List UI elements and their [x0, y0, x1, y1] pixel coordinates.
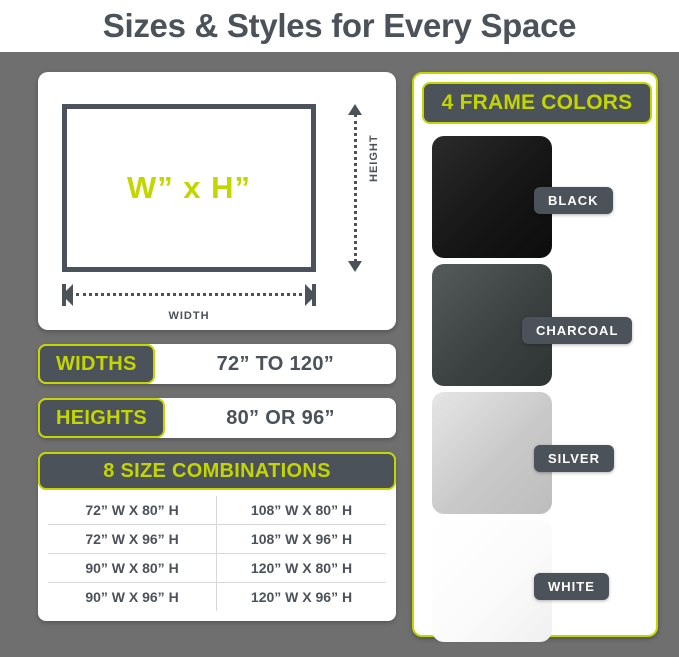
- combo-cell: 120” W X 96” H: [250, 589, 353, 605]
- dimension-label: W” x H”: [126, 170, 252, 205]
- size-diagram-card: [38, 72, 396, 330]
- combo-cell: 72” W X 80” H: [48, 496, 217, 525]
- color-label-black: BLACK: [534, 187, 613, 214]
- size-combinations-grid: [38, 490, 396, 611]
- width-axis-label: WIDTH: [168, 310, 210, 322]
- combo-cell: 72” W X 96” H: [48, 525, 217, 554]
- frame-colors-card: [412, 72, 658, 637]
- size-combinations-header: 8 SIZE COMBINATIONS: [38, 452, 396, 490]
- combo-cell: 120” W X 80” H: [217, 554, 386, 583]
- combo-cell: 108” W X 96” H: [217, 525, 386, 554]
- height-axis-label: HEIGHT: [368, 134, 380, 182]
- content-panel: [0, 52, 679, 657]
- color-label-white: WHITE: [534, 573, 609, 600]
- size-combinations-card: [38, 452, 396, 621]
- spec-row-widths: [38, 344, 396, 384]
- frame-colors-header: 4 FRAME COLORS: [422, 82, 652, 124]
- color-label-charcoal: CHARCOAL: [522, 317, 632, 344]
- color-label-silver: SILVER: [534, 445, 614, 472]
- spec-row-heights: [38, 398, 396, 438]
- left-column: [38, 72, 396, 621]
- page-title: Sizes & Styles for Every Space: [102, 7, 577, 44]
- height-arrow-icon: [348, 104, 362, 272]
- spec-value-widths: 72” TO 120”: [216, 352, 335, 375]
- spec-tag-widths: WIDTHS: [38, 344, 155, 384]
- combo-cell: 90” W X 80” H: [48, 554, 217, 583]
- combo-cell: 90” W X 96” H: [48, 583, 217, 611]
- spec-value-heights: 80” OR 96”: [226, 406, 335, 429]
- width-arrow-icon: [62, 284, 316, 306]
- spec-tag-heights: HEIGHTS: [38, 398, 165, 438]
- combo-cell: 108” W X 80” H: [217, 496, 386, 525]
